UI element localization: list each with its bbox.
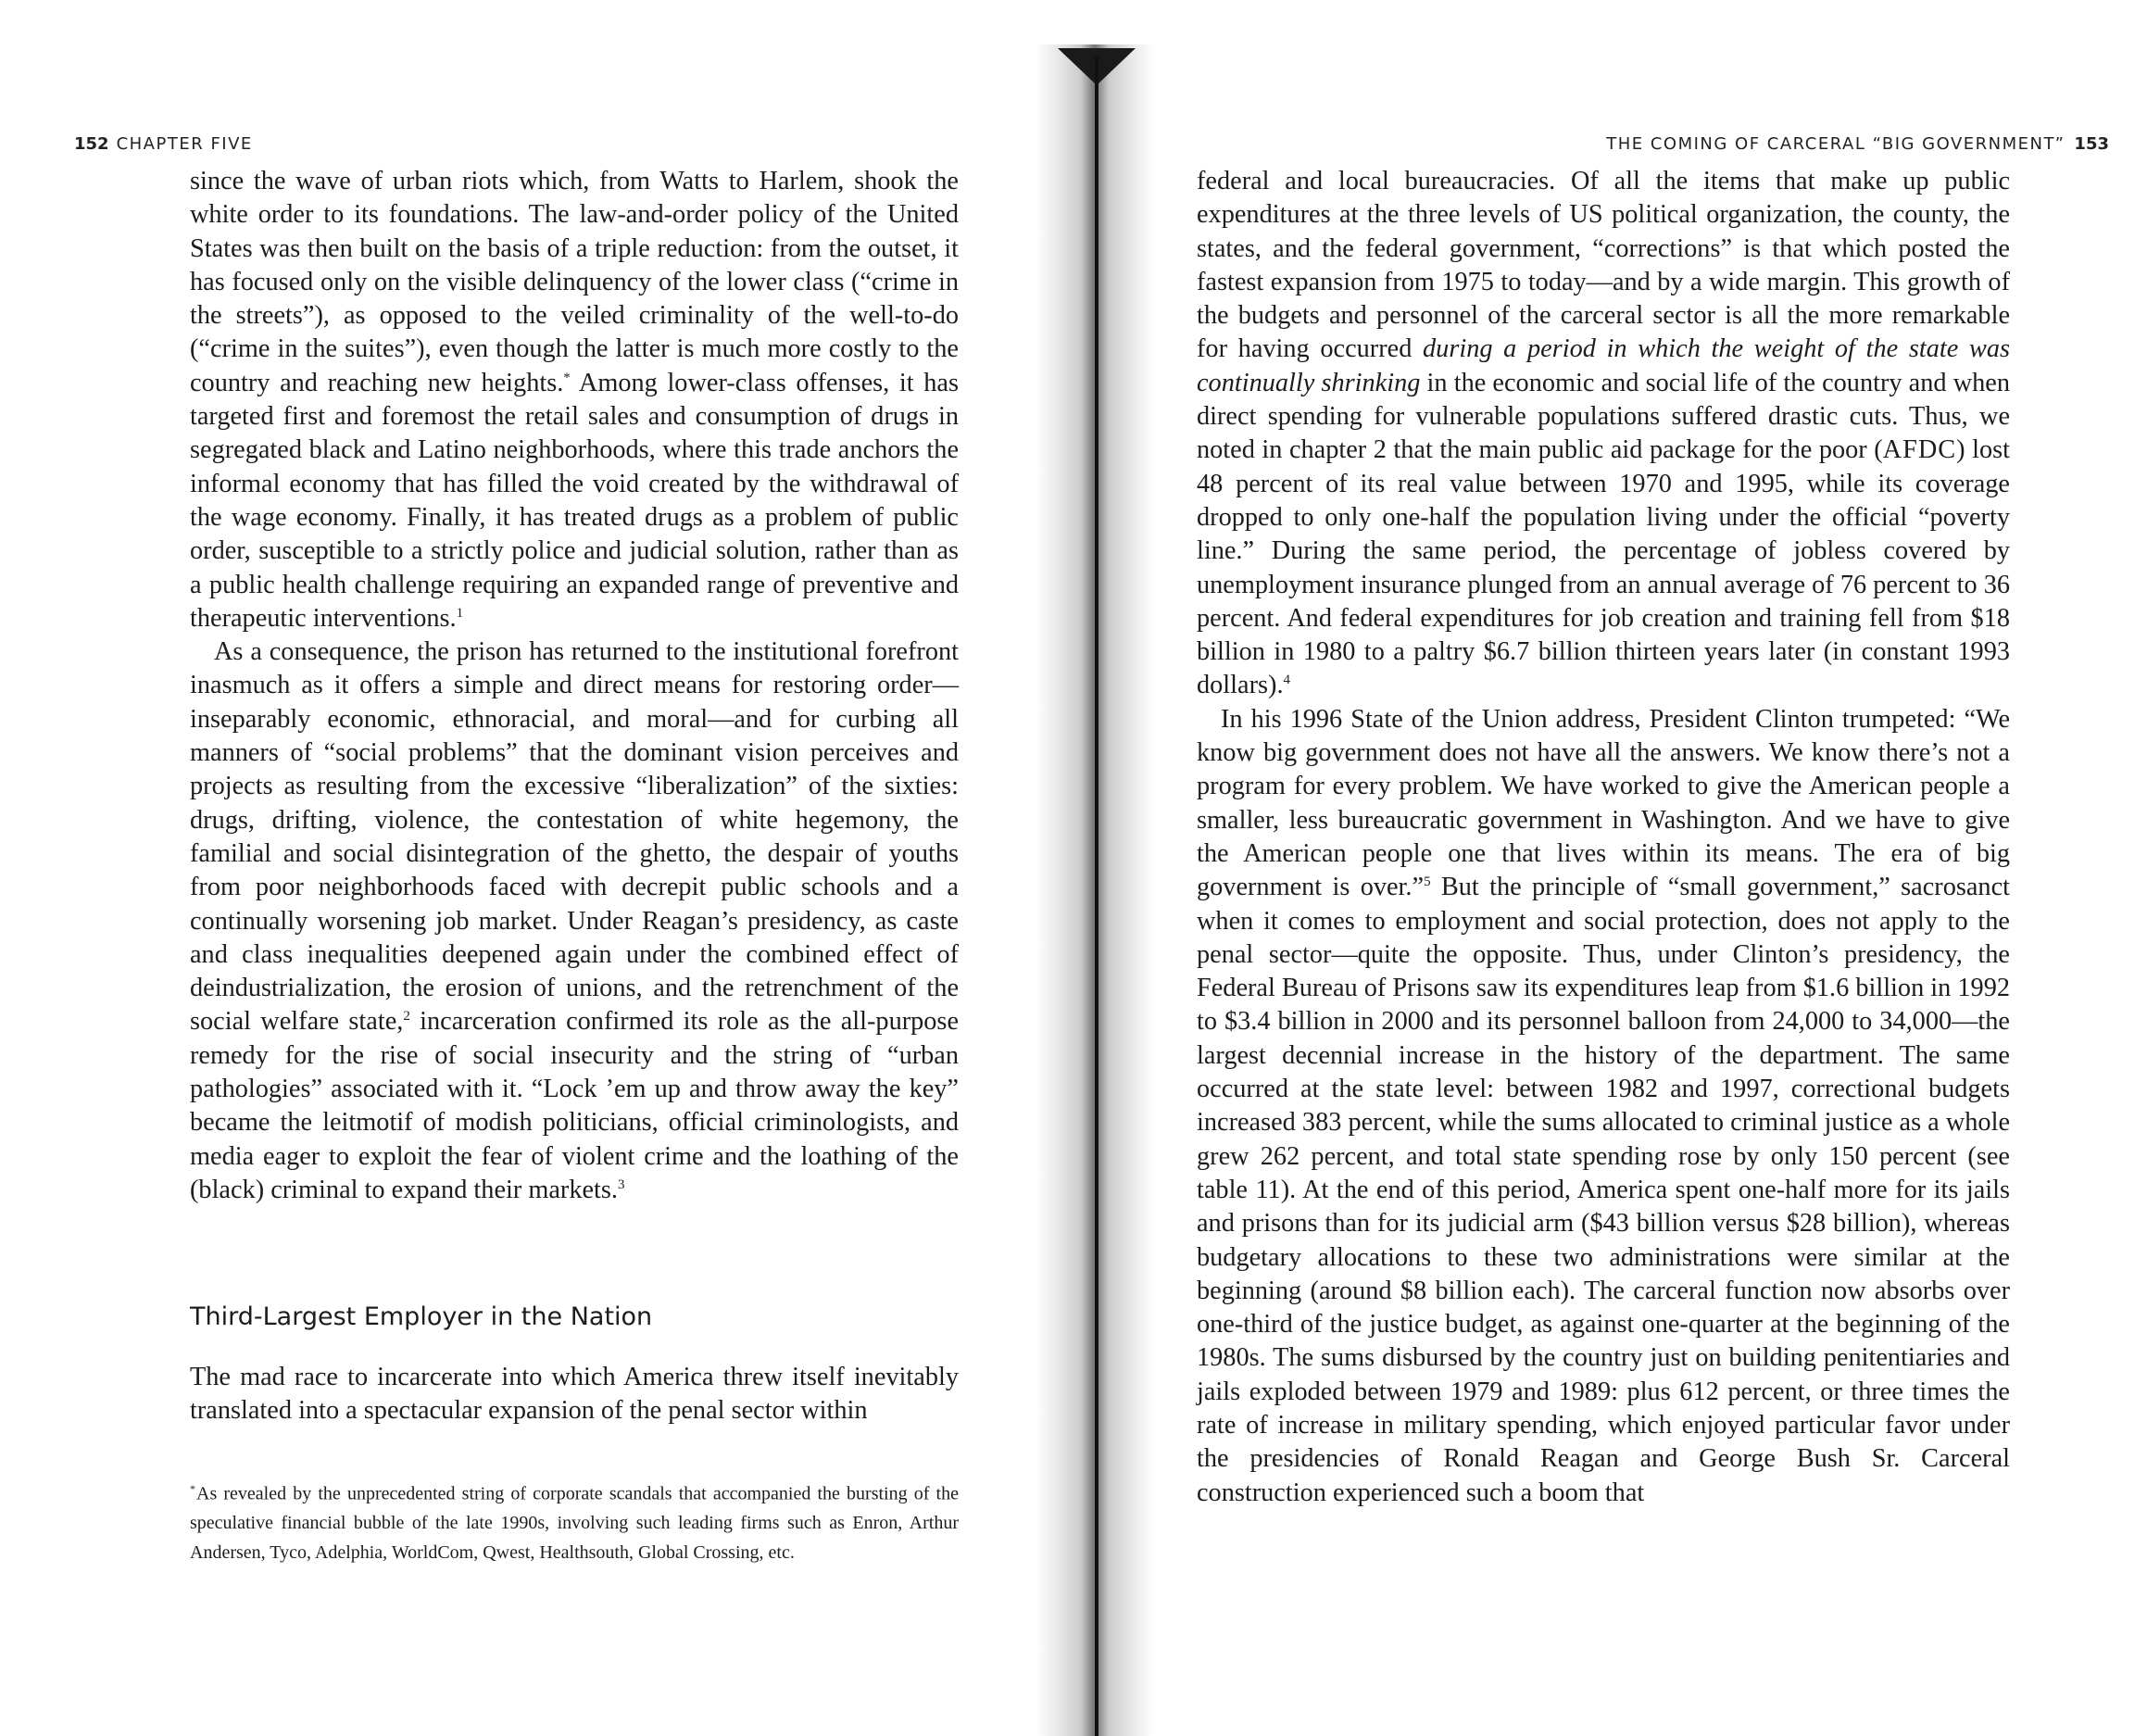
afdc-acronym: AFDC	[1882, 435, 1957, 465]
left-paragraph-1	[190, 165, 959, 635]
right-p2-part-b: But the principle of “small government,” sacrosanct when it comes to employment and social protection, does not apply to the penal sector—quite the opposite. Thus, under Clinton’s presidency, the Federal Bureau of Prisons saw its expenditures leap from $1.6 billion in 1992 to $3.4 billion in 2000 and its personnel balloon from 24,000 to 34,000—the largest decennial increase in the history of the department. The same occurred at the state level: between 1982 and 1997, correctional budgets increased 383 percent, while the sums allocated to criminal justice as a whole grew 262 percent, and total state spending rose by only 150 percent (see table 11). At the end of this period, America spent one-half more for its jails and prisons than for its judicial arm ($43 billion versus $28 billion), whereas budgetary allocations to these two administrations were similar at the beginning (around $8 billion each). The carceral function now absorbs over one-third of the justice budget, as against one-quarter at the beginning of the 1980s. The sums disbursed by the country just on building penitentiaries and jails exploded between 1979 and 1989: plus 612 percent, or three times the rate of increase in military spending, which enjoyed particular favor under the presidencies of Ronald Reagan and George Bush Sr. Carceral construction experienced such a boom that	[1197, 873, 2011, 1507]
left-paragraph-2	[190, 635, 959, 1207]
left-p2-part-b: incarceration confirmed its role as the all-purpose remedy for the rise of social insecurity and the string of “urban pathologies” associated with it. “Lock ’em up and throw away the key” became the leitmotif of modish politicians, official criminologists, and media eager to exploit the fear of violent crime and the loathing of the (black) criminal to expand their markets.	[190, 1007, 960, 1204]
right-body-text	[1197, 165, 2010, 1510]
left-p1-part-a: since the wave of urban riots which, from Watts to Harlem, shook the white order to its foundations. The law-and-order policy of the United States was then built on the basis of a triple reduction: from the outset, it has focused only on the visible delinquency of the lower class (“crime in the streets”), as opposed to the veiled criminality of the well-to-do (“crime in the suites”), even though the latter is much more costly to the country and reaching new heights.	[190, 167, 959, 397]
right-p1-part-c: ) lost 48 percent of its real value between 1970 and 1995, while its coverage dropped to only one-half the population living under the official “poverty line.” During the same period, the percentage of jobless covered by unemployment insurance plunged from an annual average of 76 percent to 36 percent. And federal expenditures for job creation and training fell from $18 billion in 1980 to a paltry $6.7 billion thirteen years later (in constant 1993 dollars).	[1197, 435, 2010, 700]
left-p2-part-a: As a consequence, the prison has returned to the institutional forefront inasmuch as it offers a simple and direct means for restoring order—inseparably economic, ethnoracial, and moral—and for curbing all manners of “social problems” that the dominant vision perceives and projects as resulting from the excessive “liberalization” of the sixties: drugs, drifting, violence, the contestation of white hegemony, the familial and social disintegration of the ghetto, the despair of youths from poor neighborhoods faced with decrepit public schools and a continually worsening job market. Under Reagan’s presidency, as caste and class inequalities deepened again under the combined effect of deindustrialization, the erosion of unions, and the retrenchment of the social welfare state,	[190, 637, 959, 1037]
book-spine-line	[1095, 57, 1099, 1736]
footnote	[190, 1475, 959, 1567]
right-paragraph-2	[1197, 703, 2010, 1510]
endnote-ref-3: 3	[618, 1176, 625, 1192]
endnote-ref-2: 2	[403, 1009, 410, 1025]
left-running-head	[74, 134, 253, 154]
left-page	[0, 0, 1037, 1736]
right-paragraph-1	[1197, 165, 2010, 703]
footnote-asterisk-ref: *	[563, 370, 571, 385]
left-page-number: 152	[74, 134, 109, 154]
right-p2-part-a: In his 1996 State of the Union address, President Clinton trumpeted: “We know big government does not have all the answers. We know there’s not a program for every problem. We have worked to give the American people a smaller, less bureaucratic government in Washington. And we have to give the American people one that lives within its means. The era of big government is over.”	[1197, 704, 2010, 902]
right-running-head-title: THE COMING OF CARCERAL “BIG GOVERNMENT”	[1606, 134, 2065, 154]
left-p1-part-b: Among lower-class offenses, it has targeted first and foremost the retail sales and consumption of drugs in segregated black and Latino neighborhoods, where this trade anchors the informal economy that has filled the void created by the withdrawal of the wage economy. Finally, it has treated drugs as a problem of public order, susceptible to a strictly police and judicial solution, rather than as a public health challenge requiring an expanded range of preventive and therapeutic interventions.	[190, 368, 959, 633]
left-running-head-title: CHAPTER FIVE	[116, 134, 253, 154]
endnote-ref-5: 5	[1424, 874, 1431, 890]
right-p1-part-a: federal and local bureaucracies. Of all the items that make up public expenditures at the three levels of US political organization, the county, the states, and the federal government, “corrections” is that which posted the fastest expansion from 1975 to today—and by a wide margin. This growth of the budgets and personnel of the carceral sector is all the more remarkable for having occurred	[1197, 167, 2010, 364]
section-heading: Third-Largest Employer in the Nation	[190, 1302, 653, 1331]
right-page-number: 153	[2074, 134, 2109, 154]
left-body-text-after-heading	[190, 1361, 959, 1428]
left-body-text	[190, 165, 959, 1207]
right-page	[1149, 0, 2147, 1736]
right-running-head	[1606, 134, 2109, 154]
endnote-ref-4: 4	[1283, 673, 1291, 688]
left-paragraph-3: The mad race to incarcerate into which America threw itself inevitably translated into a spectacular expansion of the penal sector within	[190, 1363, 959, 1426]
footnote-mark: *	[190, 1482, 195, 1495]
endnote-ref-1: 1	[456, 605, 464, 621]
right-p1-italic: during a period in which the weight of the state was continually shrinking	[1197, 334, 2011, 397]
right-p1-part-b: in the economic and social life of the country and when direct spending for vulnerable populations suffered drastic cuts. Thus, we noted in chapter 2 that the main public aid package for the poor (	[1197, 368, 2010, 465]
footnote-text: As revealed by the unprecedented string of corporate scandals that accompanied the bursting of the speculative financial bubble of the late 1990s, involving such leading firms such as Enron, Arthur Andersen, Tyco, Adelphia, WorldCom, Qwest, Healthsouth, Global Crossing, etc.	[190, 1483, 959, 1563]
